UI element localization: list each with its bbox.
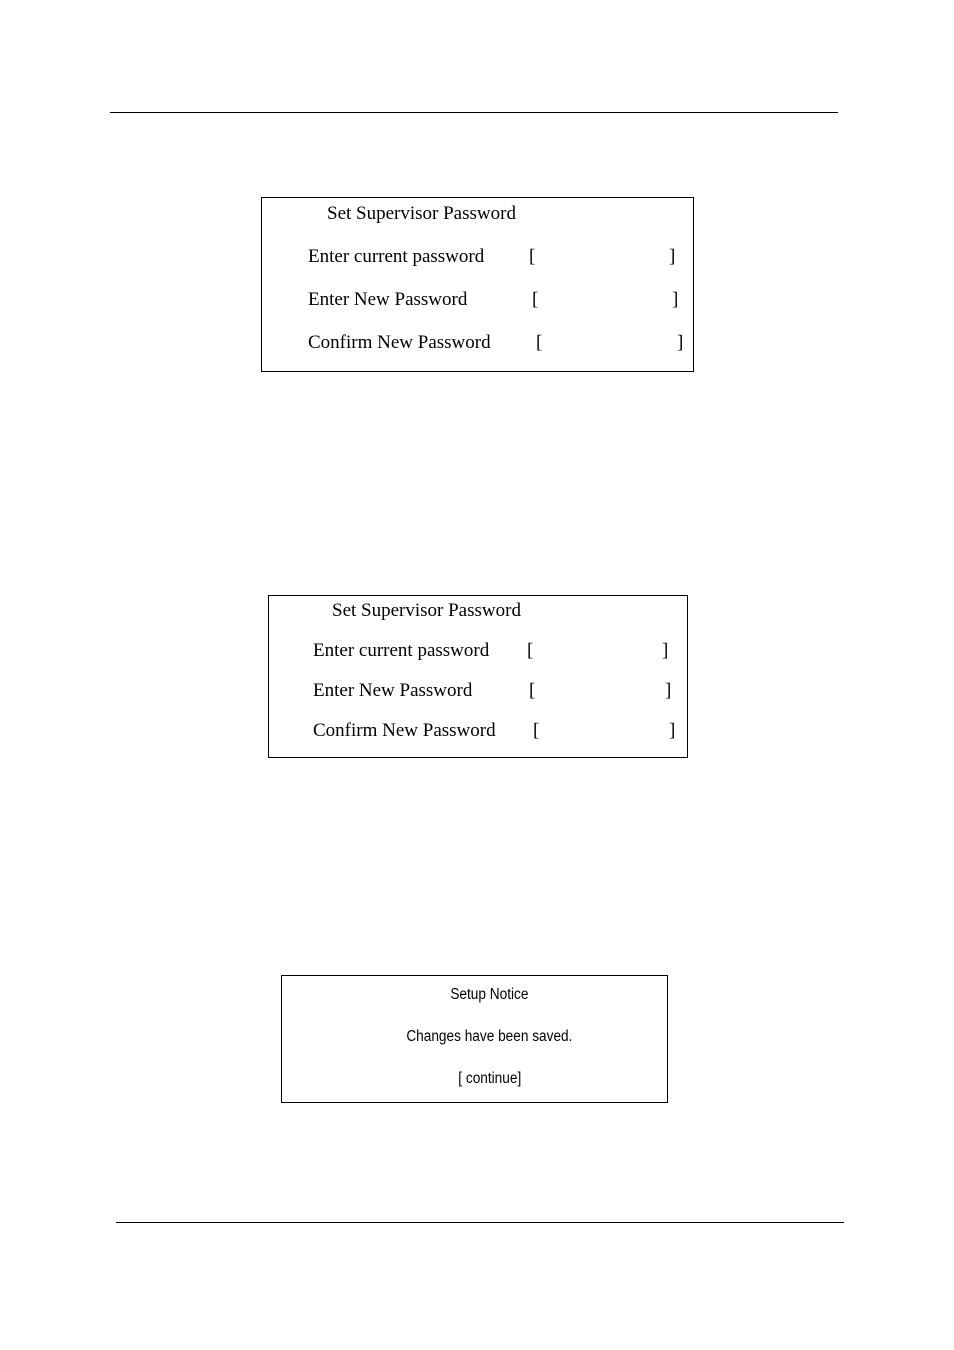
new-password-open-bracket: [ xyxy=(529,680,536,701)
confirm-password-close-bracket: ] xyxy=(669,720,676,741)
current-password-field[interactable] xyxy=(540,246,666,268)
confirm-password-field[interactable] xyxy=(544,720,666,742)
confirm-password-close-bracket: ] xyxy=(677,332,684,353)
dialog-title: Setup Notice xyxy=(450,986,529,1003)
footer-rule xyxy=(116,1222,844,1223)
current-password-close-bracket: ] xyxy=(669,246,676,267)
current-password-open-bracket: [ xyxy=(529,246,536,267)
new-password-open-bracket: [ xyxy=(532,289,539,310)
current-password-label: Enter current password xyxy=(313,640,490,661)
current-password-label: Enter current password xyxy=(308,246,485,267)
dialog-title: Set Supervisor Password xyxy=(332,600,521,621)
current-password-open-bracket: [ xyxy=(527,640,534,661)
set-supervisor-password-dialog-2 xyxy=(268,595,688,758)
confirm-password-field[interactable] xyxy=(547,332,673,354)
confirm-password-label: Confirm New Password xyxy=(308,332,491,353)
current-password-field[interactable] xyxy=(538,640,660,662)
new-password-close-bracket: ] xyxy=(672,289,679,310)
new-password-close-bracket: ] xyxy=(665,680,672,701)
new-password-field[interactable] xyxy=(540,680,662,702)
header-rule xyxy=(110,112,838,113)
saved-message: Changes have been saved. xyxy=(406,1028,573,1045)
dialog-title: Set Supervisor Password xyxy=(327,203,516,224)
current-password-close-bracket: ] xyxy=(662,640,669,661)
setup-notice-dialog xyxy=(281,975,668,1103)
continue-button[interactable]: [ continue] xyxy=(458,1070,521,1087)
set-supervisor-password-dialog-1 xyxy=(261,197,694,372)
confirm-password-label: Confirm New Password xyxy=(313,720,496,741)
confirm-password-open-bracket: [ xyxy=(536,332,543,353)
new-password-field[interactable] xyxy=(543,289,669,311)
confirm-password-open-bracket: [ xyxy=(533,720,540,741)
new-password-label: Enter New Password xyxy=(308,289,468,310)
new-password-label: Enter New Password xyxy=(313,680,473,701)
